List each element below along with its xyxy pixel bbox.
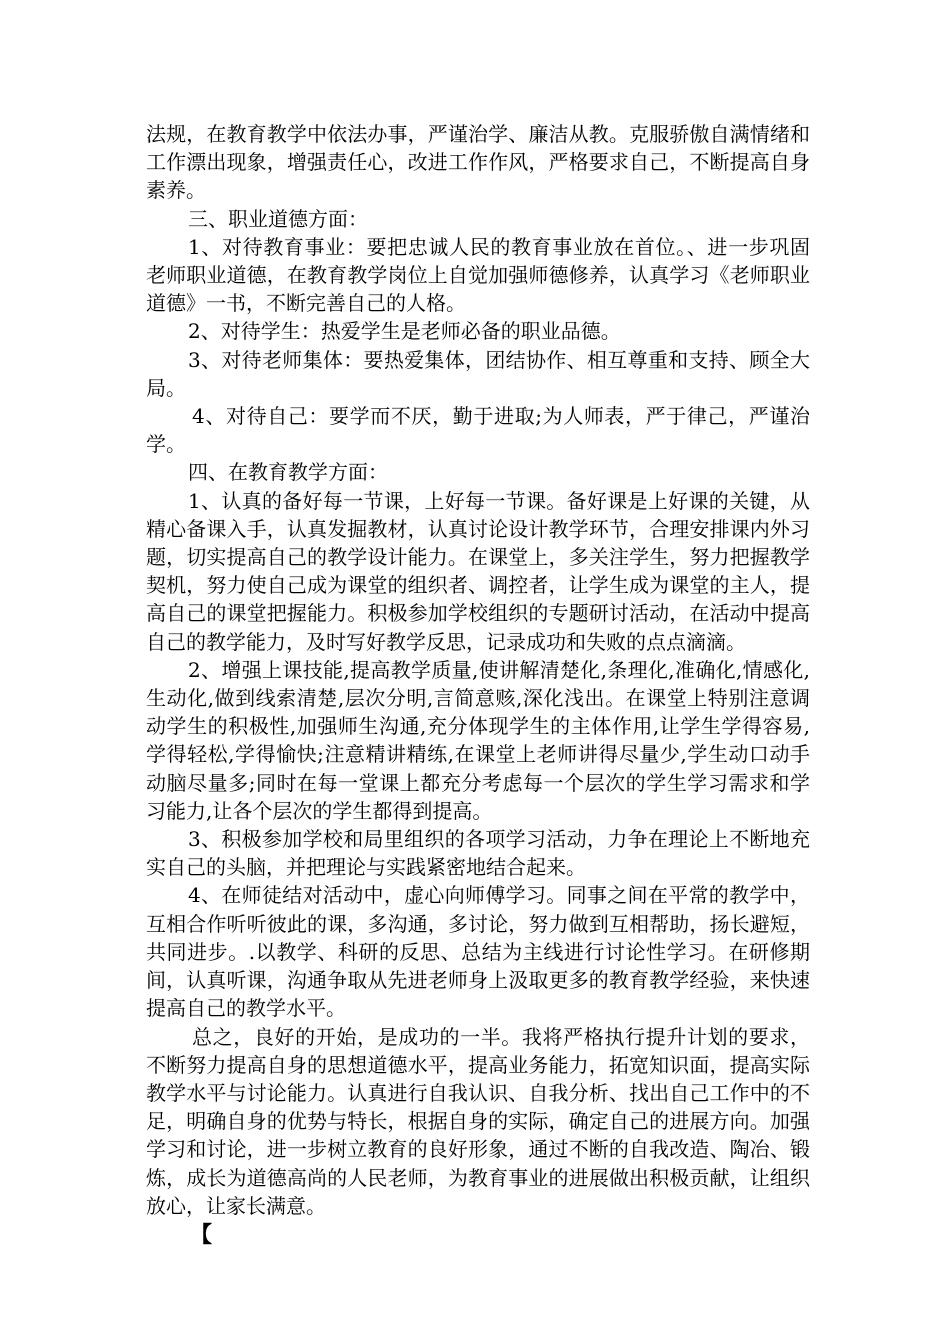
paragraph-teaching-3: 3、积极参加学校和局里组织的各项学习活动，力争在理论上不断地充实自己的头脑，并把理论与实践紧密地结合起来。 [146,827,810,880]
paragraph-ethics-1: 1、对待教育事业：要把忠诚人民的教育事业放在首位。、进一步巩固老师职业道德，在教育教学岗位上自觉加强师德修养，认真学习《老师职业道德》一书，不断完善自己的人格。 [146,234,810,316]
paragraph-1: 法规，在教育教学中依法办事，严谨治学、廉洁从教。克服骄傲自满情绪和工作漂出现象，增强责任心，改进工作作风，严格要求自己，不断提高自身素养。 [146,122,810,203]
paragraph-ethics-4: 4、对待自己：要学而不厌，勤于进取;为人师表，严于律己，严谨治学。 [146,404,810,457]
paragraph-teaching-1: 1、认真的备好每一节课，上好每一节课。备好课是上好课的关键，从精心备课入手，认真发掘教材，认真讨论设计教学环节，合理安排课内外习题，切实提高自己的教学设计能力。在课堂上，多关注学生，努力把握教学契机，努力使自己成为课堂的组织者、调控者，让学生成为课堂的主人，提高自己的课堂把握能力。积极参加学校组织的专题研讨活动，在活动中提高自己的教学能力，及时写好教学反思，记录成功和失败的点点滴滴。 [146,488,810,654]
document-page [146,120,810,1250]
section-heading-teaching: 四、在教育教学方面： [188,460,388,485]
paragraph-teaching-4: 4、在师徒结对活动中，虚心向师傅学习。同事之间在平常的教学中，互相合作听听彼此的课，多沟通，多讨论，努力做到互相帮助，扬长避短，共同进步。.以教学、科研的反思、总结为主线进行讨论性学习。在研修期间，认真听课，沟通争取从先进老师身上汲取更多的教育教学经验，来快速提高自己的教学水平。 [146,883,810,1021]
paragraph-conclusion: 总之，良好的开始，是成功的一半。我将严格执行提升计划的要求，不断努力提高自身的思想道德水平，提高业务能力，拓宽知识面，提高实际教学水平与讨论能力。认真进行自我认识、自我分析、找出自己工作中的不足，明确自身的优势与特长，根据自身的实际，确定自己的进展方向。加强学习和讨论，进一步树立教育的良好形象，通过不断的自我改造、陶冶、锻炼，成长为道德高尚的人民老师，为教育事业的进展做出积极贡献，让组织放心，让家长满意。 [146,1024,810,1218]
paragraph-teaching-2: 2、增强上课技能,提高教学质量,使讲解清楚化,条理化,准确化,情感化,生动化,做到线索清楚,层次分明,言简意赅,深化浅出。在课堂上特别注意调动学生的积极性,加强师生沟通,充分体现学生的主体作用,让学生学得容易,学得轻松,学得愉快;注意精讲精练,在课堂上老师讲得尽量少,学生动口动手动脑尽量多;同时在每一堂课上都充分考虑每一个层次的学生学习需求和学习能力,让各个层次的学生都得到提高。 [146,657,810,823]
trailing-bracket: 【 [190,1221,213,1248]
paragraph-ethics-3: 3、对待老师集体：要热爱集体，团结协作、相互尊重和支持、顾全大局。 [146,347,810,400]
paragraph-ethics-2: 2、对待学生：热爱学生是老师必备的职业品德。 [188,319,621,344]
section-heading-professional-ethics: 三、职业道德方面： [188,206,368,231]
